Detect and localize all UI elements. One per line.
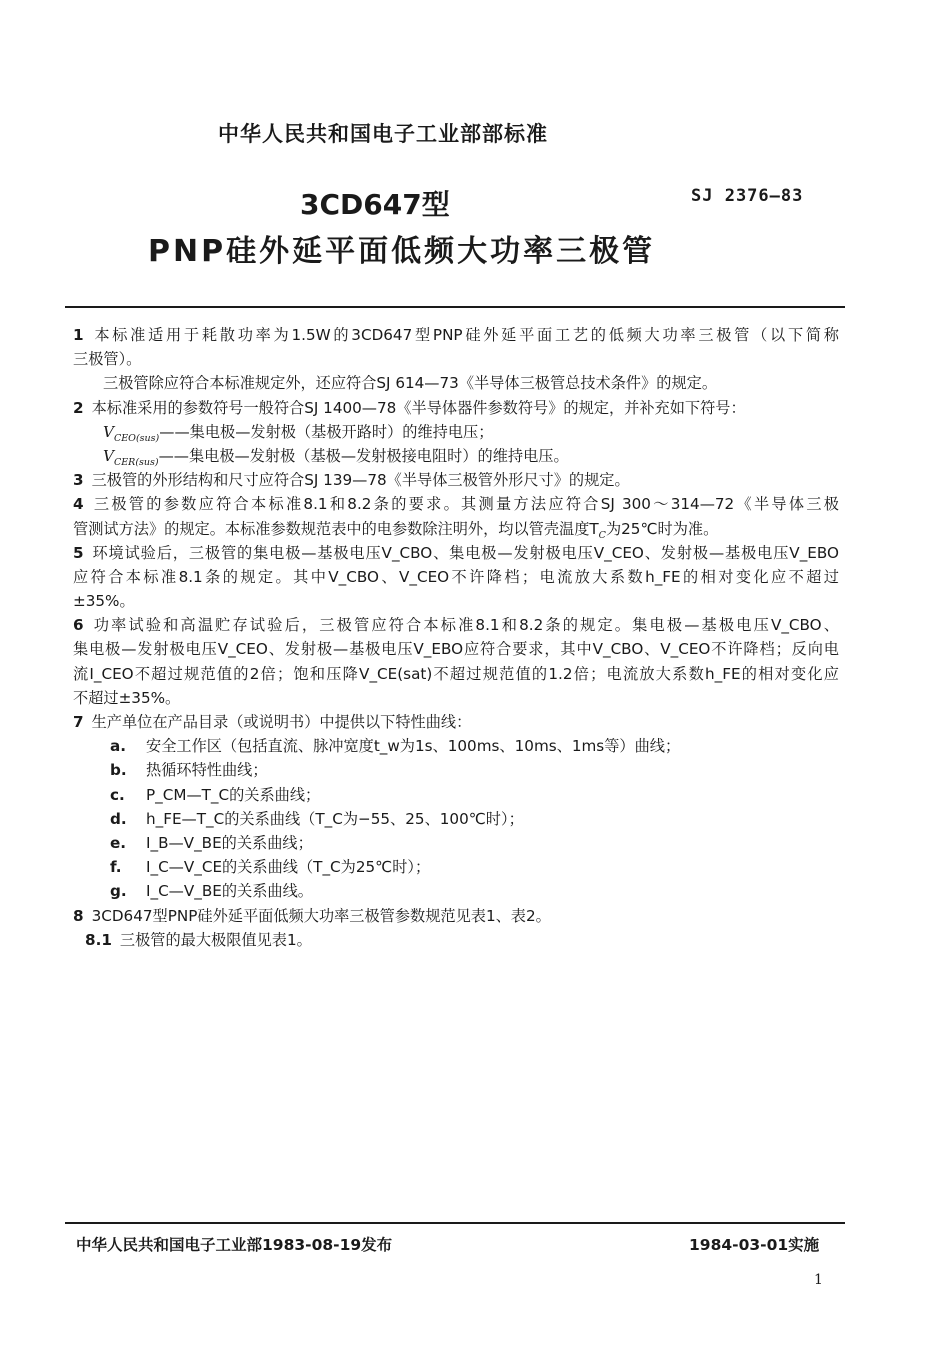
list-item-e: e. I_B—V_BE的关系曲线； <box>110 833 313 852</box>
list-item-f: f. I_C—V_CE的关系曲线（T_C为25℃时）； <box>110 858 431 877</box>
standard-number: SJ 2376—83 <box>691 186 804 206</box>
header-divider <box>65 306 845 308</box>
page-number: 1 <box>814 1272 823 1288</box>
clause-6-line-2: 集电极—发射极电压V_CEO、发射极—基极电压V_EBO应符合要求，其中V_CBO、V_CEO不许降档；反向电 <box>73 640 839 659</box>
clause-6-line-3: 流I_CEO不超过规范值的2倍；饱和压降V_CE(sat)不超过规范值的1.2倍；电流放大系数h_FE的相对变化应 <box>73 664 839 683</box>
clause-1-line-1: 1 本标准适用于耗散功率为1.5W的3CD647型PNP硅外延平面工艺的低频大功率三极管（以下简称 <box>73 326 839 344</box>
clause-4-line-2: 管测试方法》的规定。本标准参数规范表中的电参数除注明外，均以管壳温度$T_C$为25℃时为准。 <box>73 519 719 541</box>
list-item-g: g. I_C—V_BE的关系曲线。 <box>110 882 313 901</box>
document-title-model: 3CD647型 <box>300 188 450 221</box>
clause-5-line-3: ±35%。 <box>73 592 135 611</box>
effective-date: 1984-03-01实施 <box>689 1236 820 1254</box>
clause-7-line-1: 7 生产单位在产品目录（或说明书）中提供以下特性曲线： <box>73 713 472 731</box>
clause-5-line-2: 应符合本标准8.1条的规定。其中V_CBO、V_CEO不许降档；电流放大系数h_FE的相对变化应不超过 <box>73 567 839 586</box>
clause-2-symbol-2: $V_{CER(sus)}——$集电极—发射极（基极—发射极接电阻时）的维持电压。 <box>103 446 569 468</box>
document-subtitle: PNP硅外延平面低频大功率三极管 <box>148 234 656 269</box>
issue-date: 中华人民共和国电子工业部1983-08-19发布 <box>76 1236 393 1254</box>
clause-8-1: 8.1 三极管的最大极限值见表1。 <box>85 930 312 949</box>
list-item-a: a. 安全工作区（包括直流、脉冲宽度t_w为1s、100ms、10ms、1ms等）曲线； <box>110 737 681 756</box>
clause-8-line-1: 8 3CD647型PNP硅外延平面低频大功率三极管参数规范见表1、表2。 <box>73 906 551 925</box>
clause-3-line-1: 3 三极管的外形结构和尺寸应符合SJ 139—78《半导体三极管外形尺寸》的规定。 <box>73 471 630 490</box>
issuing-authority: 中华人民共和国电子工业部部标准 <box>218 122 548 146</box>
clause-2-symbol-1: $V_{CEO(sus)}——$集电极—发射极（基极开路时）的维持电压； <box>103 422 494 444</box>
list-item-d: d. h_FE—T_C的关系曲线（T_C为−55、25、100℃时）； <box>110 809 524 828</box>
clause-1-line-3: 三极管除应符合本标准规定外，还应符合SJ 614—73《半导体三极管总技术条件》的规定。 <box>103 374 718 393</box>
clause-4-line-1: 4 三极管的参数应符合本标准8.1和8.2条的要求。其测量方法应符合SJ 300～314—72《半导体三极 <box>73 495 839 514</box>
clause-6-line-4: 不超过±35%。 <box>73 688 181 707</box>
document-body <box>73 323 839 952</box>
clause-6-line-1: 6 功率试验和高温贮存试验后，三极管应符合本标准8.1和8.2条的规定。集电极—基极电压V_CBO、 <box>73 616 839 635</box>
footer-divider <box>65 1222 845 1224</box>
clause-2-line-1: 2 本标准采用的参数符号一般符合SJ 1400—78《半导体器件参数符号》的规定，并补充如下符号： <box>73 398 746 417</box>
list-item-c: c. P_CM—T_C的关系曲线； <box>110 785 321 804</box>
list-item-b: b. 热循环特性曲线； <box>110 761 268 780</box>
clause-1-line-2: 三极管）。 <box>73 350 142 369</box>
clause-5-line-1: 5 环境试验后，三极管的集电极—基极电压V_CBO、集电极—发射极电压V_CEO、发射极—基极电压V_EBO <box>73 543 839 562</box>
